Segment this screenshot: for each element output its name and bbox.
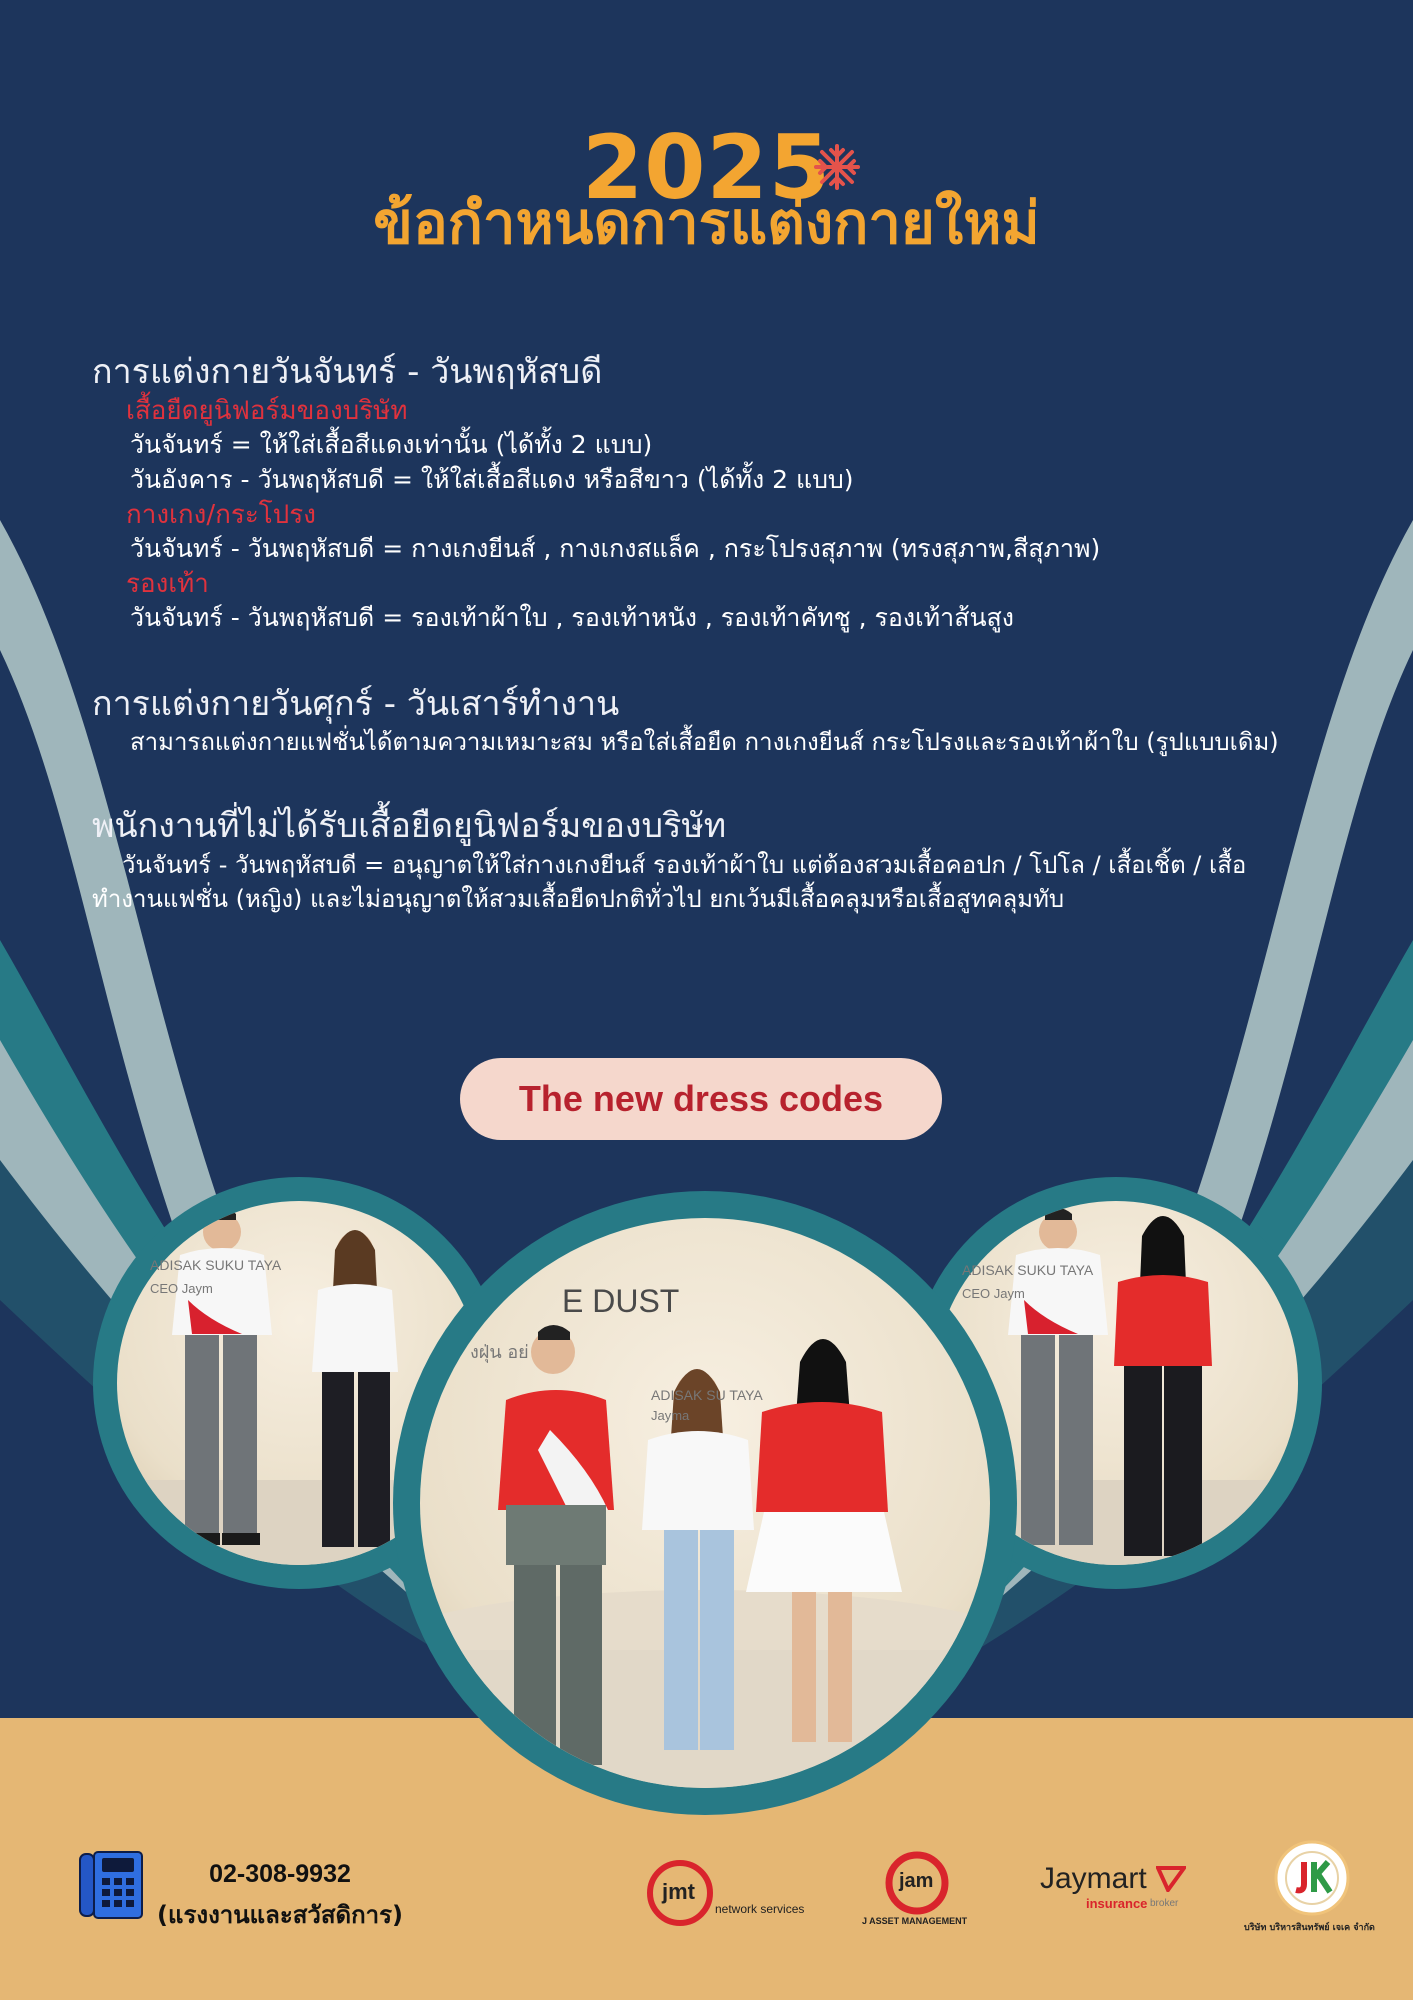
section-heading-fri-sat: การแต่งกายวันศุกร์ - วันเสาร์ทำงาน [92,684,620,724]
caption-text: The new dress codes [518,1078,884,1119]
jk-logo [1240,1840,1390,1932]
contact-phone: 02-308-9932 [209,1860,351,1888]
photo-right-wall-text: ADISAK SUKU TAYA [962,1262,1094,1278]
shirt-line-1: วันจันทร์ = ให้ใส่เสื้อสีแดงเท่านั้น (ได้ทั้ง 2 แบบ) [130,430,653,459]
jk-logo-mark [1274,1840,1350,1916]
title-year: 2025 [582,116,831,219]
jaymart-logo-text: Jaymart [1040,1862,1147,1895]
jaymart-logo-sub-2: broker [1150,1898,1179,1909]
jam-logo [862,1850,972,1930]
jaymart-insurance-logo [1040,1862,1190,1922]
jmt-logo-sub: network services [715,1902,805,1916]
pants-label: กางเกง/กระโปรง [126,500,316,530]
no-uniform-line-2: ทำงานแฟชั่น (หญิง) และไม่อนุญาตให้สวมเสื้อยืดปกติทั่วไป ยกเว้นมีเสื้อคลุมหรือเสื้อสูทคลุมทับ [92,885,1065,913]
shoes-label: รองเท้า [126,569,209,599]
jam-logo-sub: J ASSET MANAGEMENT [862,1916,968,1926]
jk-logo-sub: บริษัท บริหารสินทรัพย์ เจเค จำกัด [1244,1923,1375,1933]
no-uniform-line-1: วันจันทร์ - วันพฤหัสบดี = อนุญาตให้ใส่กางเกงยีนส์ รองเท้าผ้าใบ แต่ต้องสวมเสื้อคอปก / โปโล / เสื้อเชิ้ต / เสื้อ [122,851,1247,879]
jaymart-check-icon [1156,1866,1186,1892]
photo-right-wall-text-2: CEO Jaym [962,1286,1025,1301]
shirt-line-2: วันอังคาร - วันพฤหัสบดี = ให้ใส่เสื้อสีแดง หรือสีขาว (ได้ทั้ง 2 แบบ) [130,465,854,494]
photo-left-wall-text-2: CEO Jaym [150,1281,213,1296]
section-heading-mon-thu: การแต่งกายวันจันทร์ - วันพฤหัสบดี [92,352,603,392]
jaymart-logo-sub: insurance [1086,1896,1148,1911]
pants-line: วันจันทร์ - วันพฤหัสบดี = กางเกงยีนส์ , กางเกงสแล็ค , กระโปรงสุภาพ (ทรงสุภาพ,สีสุภาพ) [130,534,1101,563]
shirt-label: เสื้อยืดยูนิฟอร์มของบริษัท [126,396,408,426]
photo-center-wall-text: E DUST [562,1283,680,1319]
jam-logo-text: jam [899,1870,934,1892]
photo-center-wall-text-2: งฝุ่น อย่ [470,1342,529,1363]
photo-center-wall-text-3: ADISAK SU TAYA [651,1387,763,1403]
jmt-logo [645,1858,825,1928]
photo-center-wall-text-4: Jayma [651,1408,690,1423]
jmt-logo-text: jmt [662,1879,695,1904]
fri-sat-line: สามารถแต่งกายแฟชั่นได้ตามความเหมาะสม หรือใส่เสื้อยืด กางเกงยีนส์ กระโปรงและรองเท้าผ้าใบ (รูปแบบเดิม) [130,728,1279,756]
photo-left-wall-text: ADISAK SUKU TAYA [150,1257,282,1273]
shoes-line: วันจันทร์ - วันพฤหัสบดี = รองเท้าผ้าใบ , รองเท้าหนัง , รองเท้าคัทชู , รองเท้าส้นสูง [130,603,1015,632]
section-heading-no-uniform: พนักงานที่ไม่ได้รับเสื้อยืดยูนิฟอร์มของบริษัท [92,806,727,846]
page-title: ข้อกำหนดการแต่งกายใหม่ [373,189,1040,257]
contact-department: (แรงงานและสวัสดิการ) [157,1901,403,1929]
